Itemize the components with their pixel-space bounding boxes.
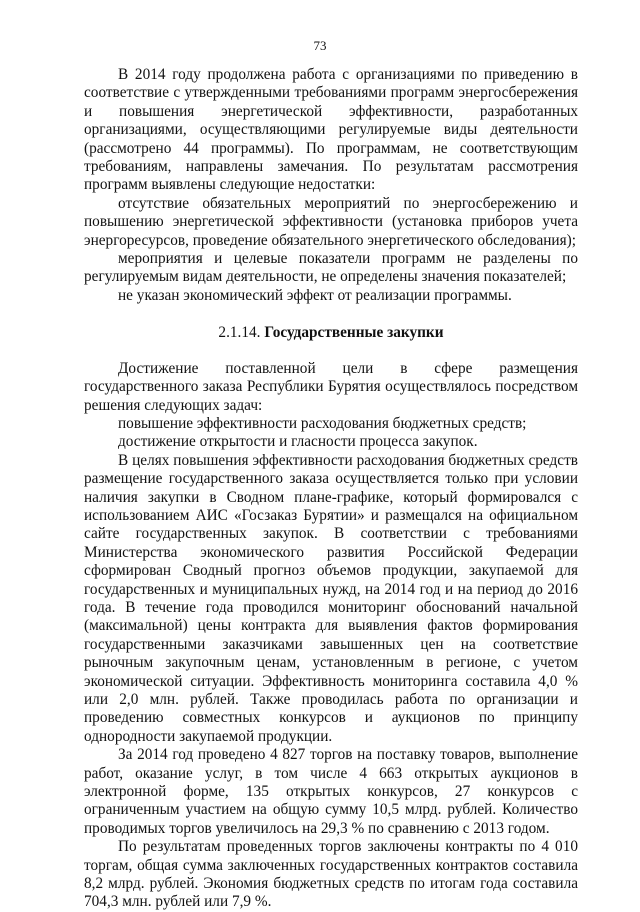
list-item: повышение эффективности расходования бюджетных средств; bbox=[118, 414, 527, 432]
page-number: 73 bbox=[313, 38, 327, 53]
paragraph: По результатам проведенных торгов заключены контракты по 4 010 торгам, общая сумма заключенных государственных контрактов составила 8,2 млрд. рублей. Экономия бюджетных средств по итогам года составила 704,3 млн. рублей или 7,9 %. bbox=[84, 838, 578, 911]
document-body bbox=[84, 66, 578, 912]
paragraph: В целях повышения эффективности расходования бюджетных средств размещение государственного заказа осуществляется только при условии наличия закупки в Сводном плане-графике, который формировался с использованием АИС «Госзаказ Бурятии» и размещался на официальном сайте государственных закупок. В соответствии с требованиями Министерства экономического развития Российской Федерации сформирован Сводный прогноз объемов продукции, закупаемой для государственных и муниципальных нужд, на 2014 год и на период до 2016 года. В течение года проводился мониторинг обоснований начальной (максимальной) цены контракта для выявления фактов формирования государственными заказчиками завышенных цен на соответствие рыночным закупочным ценам, установленным в регионе, с учетом экономической ситуации. Эффективность мониторинга составила 4,0 % или 2,0 млн. рублей. Также проводилась работа по организации и проведению совместных конкурсов и аукционов по принципу однородности закупаемой продукции. bbox=[84, 451, 578, 745]
paragraph: За 2014 год проведено 4 827 торгов на поставку товаров, выполнение работ, оказание услуг, в том числе 4 663 открытых аукционов в электронной форме, 135 открытых конкурсов, 27 конкурсов с ограниченным участием на общую сумму 10,5 млрд. рублей. Количество проводимых торгов увеличилось на 29,3 % по сравнению с 2013 годом. bbox=[84, 746, 578, 837]
list-item: мероприятия и целевые показатели программ не разделены по регулируемым видам деятельности, не определены значения показателей; bbox=[84, 250, 578, 286]
paragraph: Достижение поставленной цели в сфере размещения государственного заказа Республики Бурятия осуществлялось посредством решения следующих задач: bbox=[84, 359, 578, 414]
list-item: отсутствие обязательных мероприятий по энергосбережению и повышению энергетической эффективности (установка приборов учета энергоресурсов, проведение обязательного энергетического обследования); bbox=[84, 194, 578, 249]
list-item: достижение открытости и гласности процесса закупок. bbox=[118, 433, 478, 451]
section-heading bbox=[84, 324, 578, 342]
paragraph: В 2014 году продолжена работа с организациями по приведению в соответствие с утвержденными требованиями программ энергосбережения и повышения энергетической эффективности, разработанных организациями, осуществляющими регулируемые виды деятельности (рассмотрено 44 программы). По программам, не соответствующим требованиям, направлены замечания. По результатам рассмотрения программ выявлены следующие недостатки: bbox=[84, 66, 578, 194]
section-title: Государственные закупки bbox=[264, 324, 444, 342]
list-item: не указан экономический эффект от реализации программы. bbox=[118, 286, 512, 304]
section-number: 2.1.14. bbox=[218, 324, 261, 342]
